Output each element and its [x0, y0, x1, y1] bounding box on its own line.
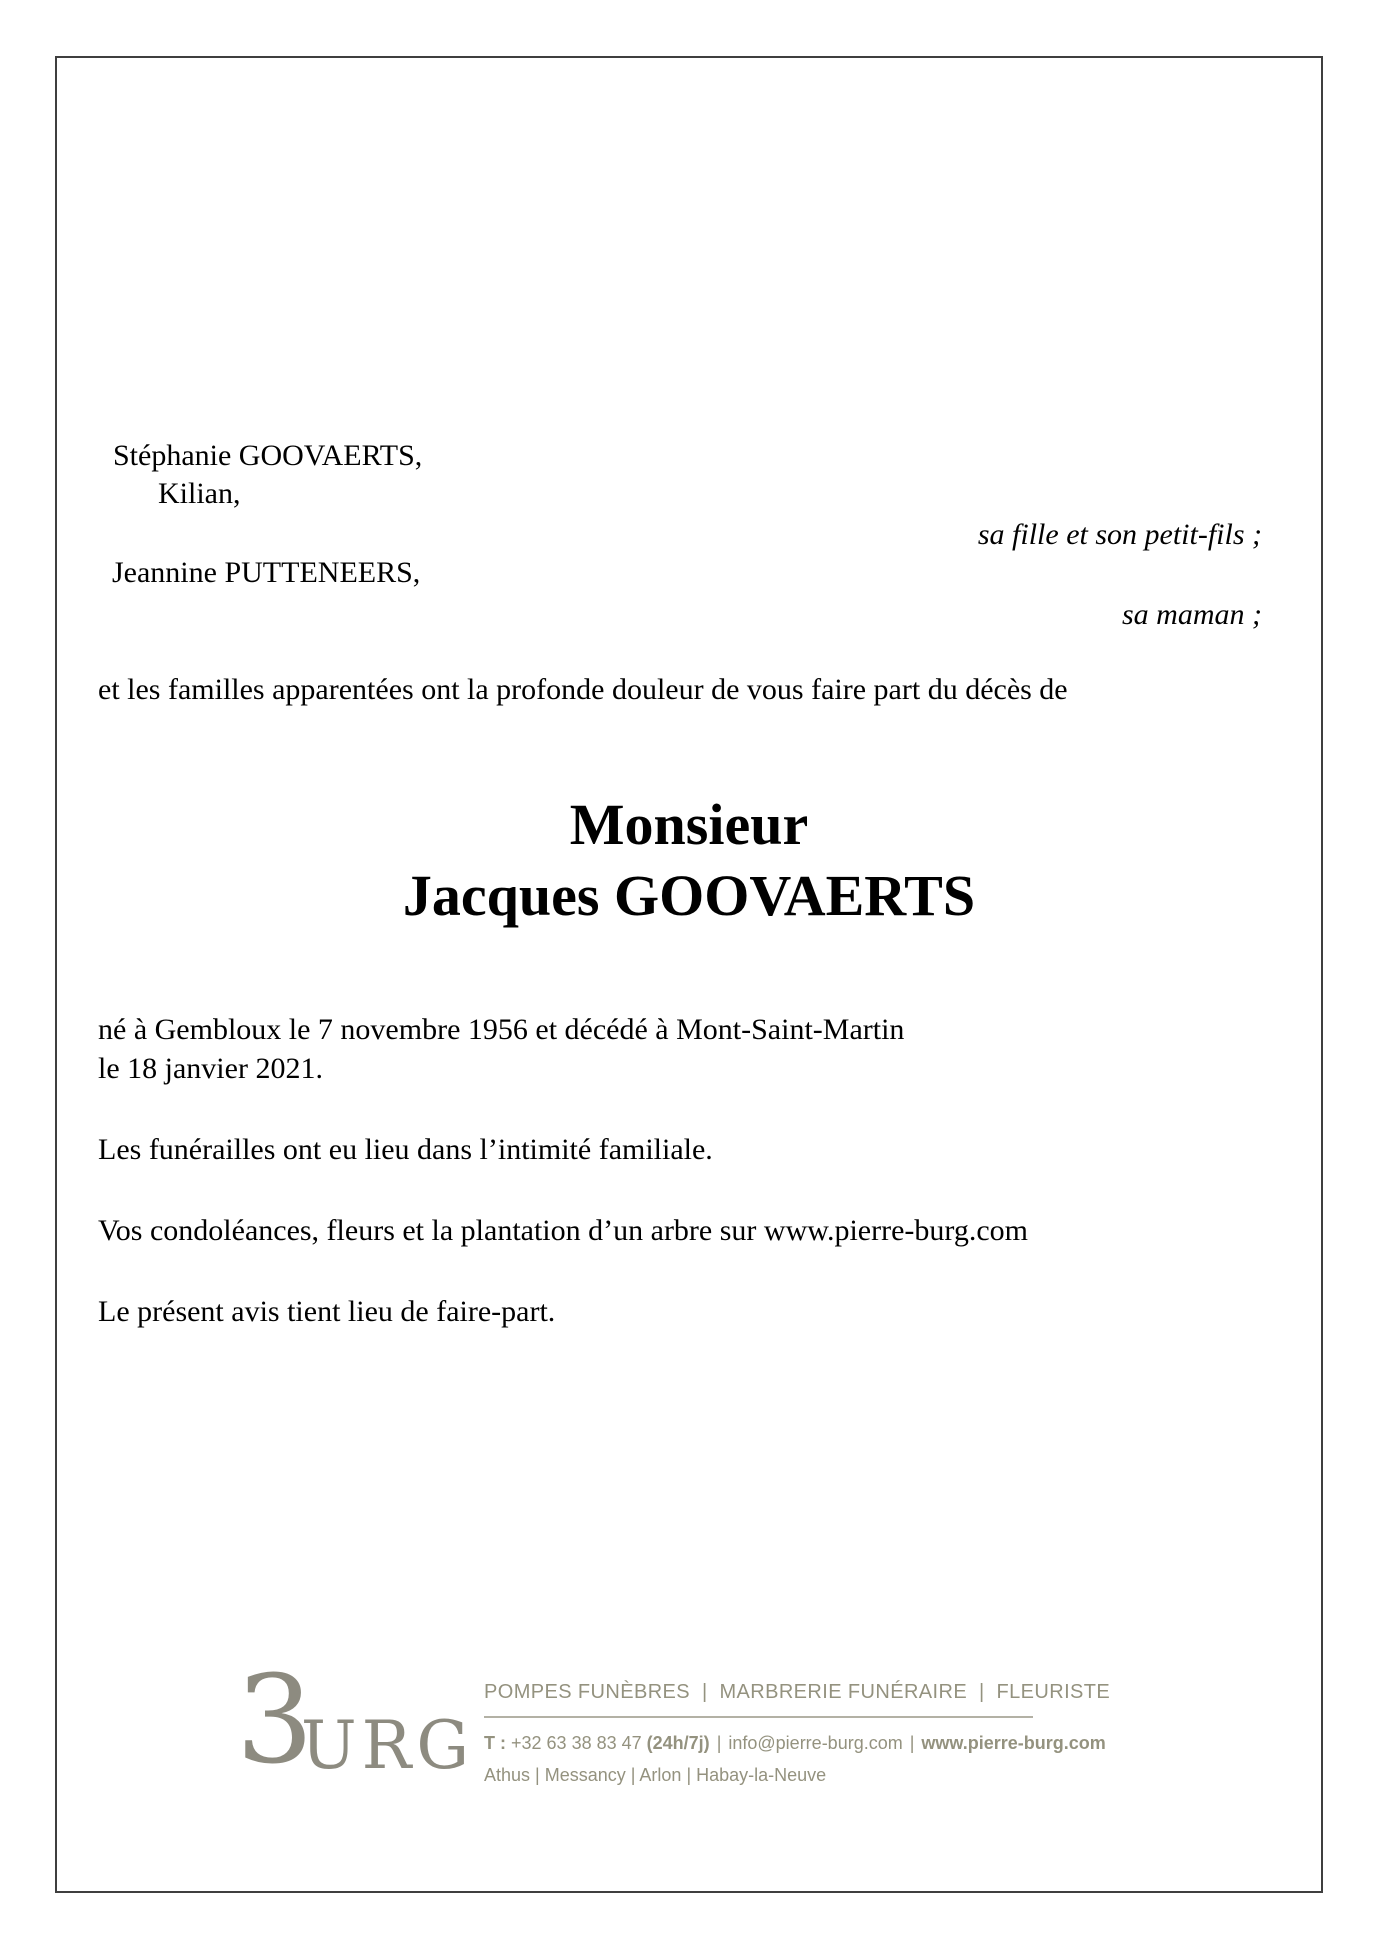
- funeral-notice: Les funérailles ont eu lieu dans l’intimité familiale.: [98, 1133, 713, 1166]
- separator-1: |: [716, 1733, 722, 1753]
- deceased-name: Jacques GOOVAERTS: [402, 863, 976, 928]
- email-text: info@pierre-burg.com: [728, 1733, 903, 1753]
- relative-name-3: Jeannine PUTTENEERS,: [112, 556, 421, 589]
- footer-cities: Athus | Messancy | Arlon | Habay-la-Neuve: [484, 1765, 827, 1785]
- footer-divider: [484, 1716, 1033, 1718]
- relation-note-2: sa maman ;: [1122, 598, 1262, 631]
- birth-death-line-1: né à Gembloux le 7 novembre 1956 et décédé à Mont-Saint-Martin: [98, 1013, 905, 1046]
- birth-death-line-2: le 18 janvier 2021.: [98, 1052, 323, 1085]
- footer-tagline: POMPES FUNÈBRES | MARBRERIE FUNÉRAIRE | FLEURISTE: [484, 1681, 1111, 1703]
- phone-label: T :: [484, 1733, 506, 1753]
- burg-logo-mark: 3: [236, 1649, 314, 1791]
- condolences-line: Vos condoléances, fleurs et la plantation d’un arbre sur www.pierre-burg.com: [98, 1214, 1028, 1247]
- relative-name-1: Stéphanie GOOVAERTS,: [113, 439, 423, 472]
- faire-part-notice: Le présent avis tient lieu de faire-part.: [98, 1295, 556, 1328]
- deceased-title: Monsieur: [569, 792, 809, 857]
- phone-number: +32 63 38 83 47: [511, 1733, 642, 1753]
- hours-note: (24h/7j): [646, 1733, 710, 1753]
- footer-contact-line: [484, 1733, 1106, 1754]
- relation-note-1: sa fille et son petit-fils ;: [977, 518, 1262, 551]
- separator-2: |: [909, 1733, 915, 1753]
- website-text: www.pierre-burg.com: [921, 1733, 1106, 1753]
- announcement-intro: et les familles apparentées ont la profonde douleur de vous faire part du décès de: [98, 673, 1068, 706]
- relative-name-2: Kilian,: [158, 477, 241, 510]
- burg-logo-text: URG: [301, 1707, 475, 1784]
